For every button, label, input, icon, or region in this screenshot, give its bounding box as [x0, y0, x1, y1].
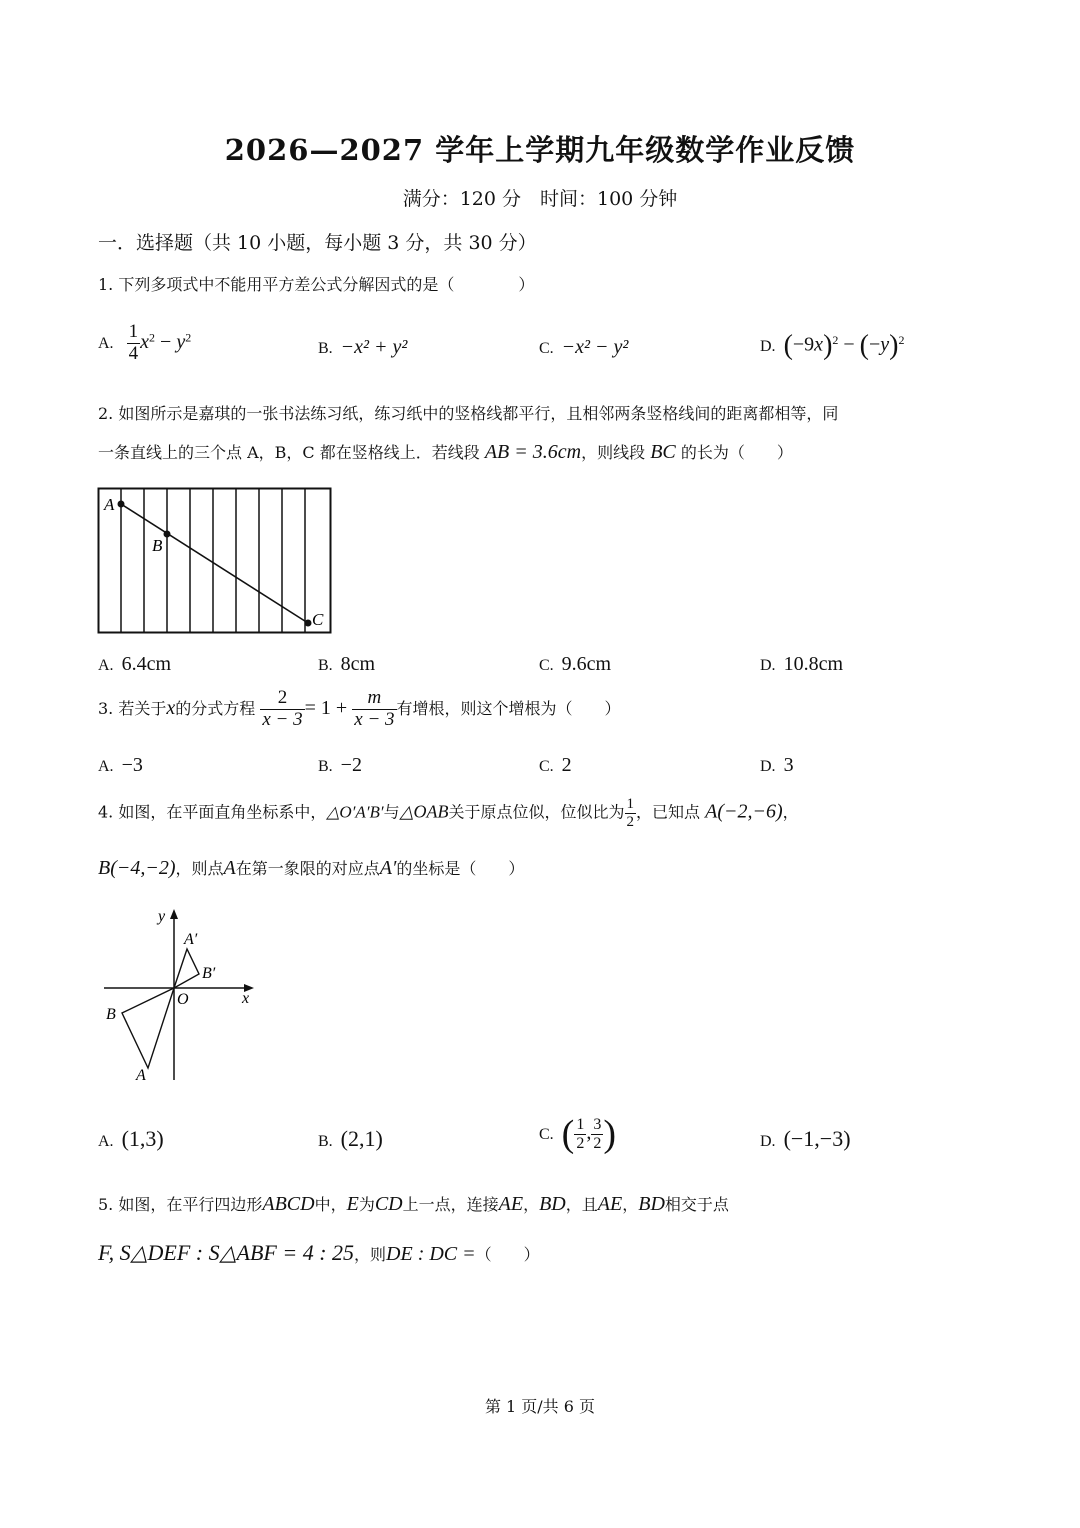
label-b: B — [152, 536, 163, 555]
section-heading: 一．选择题（共 10 小题，每小题 3 分，共 30 分） — [98, 232, 537, 254]
q2-option-b: B. 8cm — [318, 653, 376, 675]
q4-option-c: C. ( $\frac{1}{2}$ , $\frac{3}{2}$ ) — [539, 1113, 616, 1155]
q4-option-d: D. (−1,−3) — [760, 1126, 851, 1151]
q2-option-d: D. 10.8cm — [760, 653, 843, 675]
q4-option-a: A. (1,3) — [98, 1126, 164, 1151]
label-a: A — [104, 495, 115, 514]
q5-area-ratio: F, S△DEF : S△ABF = 4 : 25 — [98, 1240, 355, 1265]
q3-stem: 3. 若关于x的分式方程 $\frac{2}{x - 3}$ = 1 + $\frac{m}{x - 3}$ 有增根，则这个增根为（ ） — [98, 687, 621, 730]
label-a-prime: A′ — [184, 931, 198, 948]
q4-line2: B(−4,−2)，则点A在第一象限的对应点A′的坐标是（ ） — [98, 857, 525, 879]
label-x: x — [242, 990, 250, 1007]
point-a — [118, 501, 125, 508]
label-c: C — [312, 610, 324, 629]
q1-option-a: A. $\frac{1}{4}$ $x^2 - y^2$ — [98, 321, 192, 364]
label-y: y — [158, 908, 166, 925]
q1-option-b: B. −x² + y² — [318, 336, 408, 358]
q5-line1: 5. 如图，在平行四边形ABCD中，E为CD上一点，连接AE，BD，且AE，BD相交于点 — [98, 1193, 729, 1215]
grid-vertical-lines — [121, 489, 305, 632]
q2-line1: 2. 如图所示是嘉琪的一张书法练习纸，练习纸中的竖格线都平行，且相邻两条竖格线间的距离都相等，同 — [98, 404, 839, 423]
q3-option-c: C. 2 — [539, 754, 572, 776]
label-o: O — [177, 991, 189, 1008]
q3-fraction-2: $\frac{m}{x - 3}$ — [354, 687, 395, 730]
q1-b-expr: −x² + y² — [340, 336, 408, 358]
grid-border — [99, 489, 331, 633]
label-b: B — [106, 1006, 116, 1023]
point-b — [164, 531, 171, 538]
page-subtitle: 满分：120 分 时间：100 分钟 — [402, 188, 678, 210]
q2-calligraphy-grid — [96, 486, 336, 636]
triangle-oab — [122, 988, 174, 1068]
page-title: 2026—2027 学年上学期九年级数学作业反馈 — [224, 133, 856, 167]
q1-a-fraction: $\frac{1}{4}$ — [128, 321, 139, 364]
point-c — [305, 620, 312, 627]
label-a: A — [136, 1067, 146, 1084]
q2-option-c: C. 9.6cm — [539, 653, 612, 675]
q4-line1: 4. 如图，在平面直角坐标系中，△O′A′B′与△OAB关于原点位似，位似比为 $\frac{1}{2}$ ，已知点 A(−2,−6)， — [98, 796, 799, 830]
q1-stem: 1. 下列多项式中不能用平方差公式分解因式的是（ ） — [98, 275, 535, 294]
label-b-prime: B′ — [202, 965, 216, 982]
q4-option-b: B. (2,1) — [318, 1126, 383, 1151]
segment-abc — [121, 504, 308, 623]
q4-point-b: B(−4,−2) — [98, 857, 176, 879]
q1-c-expr: −x² − y² — [561, 336, 629, 358]
q1-option-d: D. $(-9x)^2 - (-y)^2$ — [760, 330, 905, 361]
triangle-oapbp — [174, 949, 199, 988]
page-footer: 第 1 页/共 6 页 — [484, 1397, 596, 1416]
q4-coordinate-figure — [98, 905, 268, 1085]
q2-ab-length: AB = 3.6cm — [484, 441, 582, 463]
q5-line2: F, S△DEF : S△ABF = 4 : 25，则DE : DC =（ ） — [98, 1240, 540, 1265]
q3-option-b: B. −2 — [318, 754, 362, 776]
q3-option-a: A. −3 — [98, 754, 143, 776]
q1-option-c: C. −x² − y² — [539, 336, 629, 358]
q4-point-a: A(−2,−6) — [705, 800, 783, 823]
q1-label-a: A. — [98, 334, 114, 352]
y-arrow-icon — [170, 909, 178, 919]
q3-option-d: D. 3 — [760, 754, 794, 776]
q2-option-a: A. 6.4cm — [98, 653, 171, 675]
q2-line2: 一条直线上的三个点 A，B，C 都在竖格线上．若线段 AB = 3.6cm，则线段 BC 的长为（ ） — [98, 441, 793, 463]
q3-fraction-1: $\frac{2}{x - 3}$ — [262, 687, 303, 730]
